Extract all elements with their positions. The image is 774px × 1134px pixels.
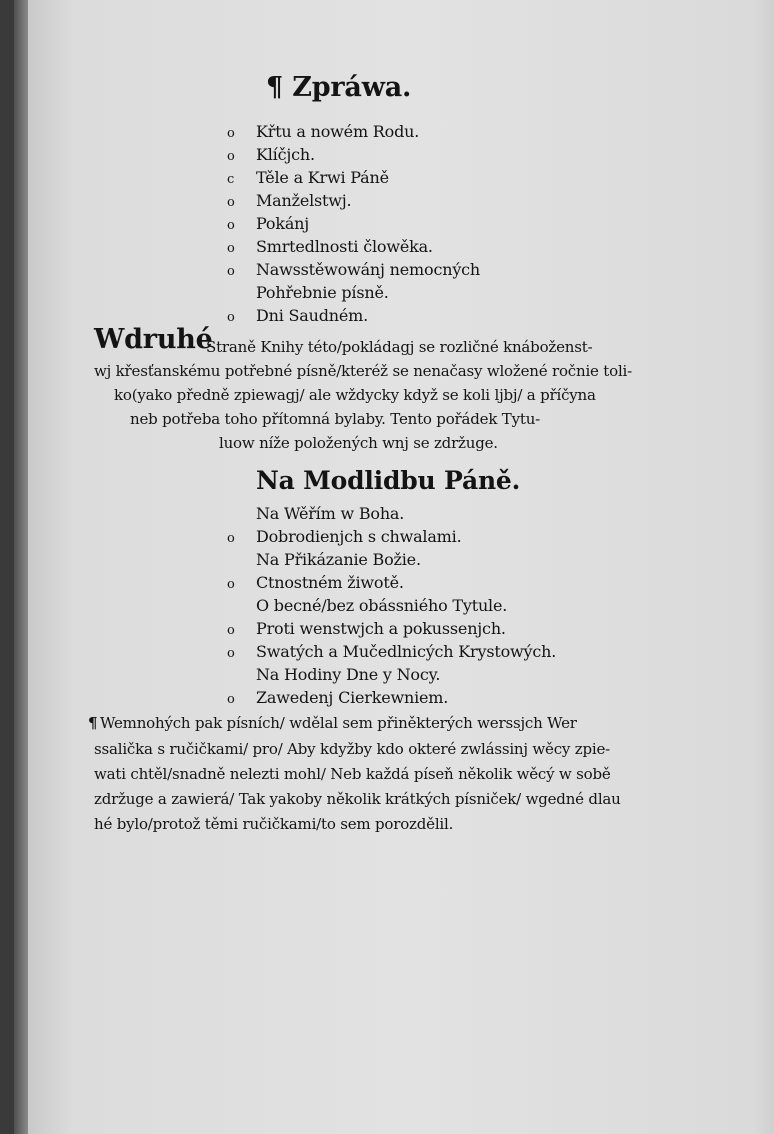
list-item: Pokánj xyxy=(256,214,310,233)
bullet: o xyxy=(227,218,235,233)
list-item: Na Wěřím w Boha. xyxy=(256,504,405,523)
section1-title xyxy=(266,72,411,103)
pilcrow-icon: ¶ xyxy=(88,714,98,732)
book-page xyxy=(14,0,774,1134)
drop-word: Wdruhé xyxy=(94,324,213,355)
bullet: o xyxy=(227,646,235,661)
list-item: Klíčjch. xyxy=(256,145,315,164)
list-item: Pohřebnie písně. xyxy=(256,283,389,302)
bullet: c xyxy=(227,172,235,187)
list-item: Křtu a nowém Rodu. xyxy=(256,122,420,141)
book-spine xyxy=(14,0,28,1134)
list-item: Nawsstěwowánj nemocných xyxy=(256,260,481,279)
list-item: Na Hodiny Dne y Nocy. xyxy=(256,665,441,684)
bullet: o xyxy=(227,310,235,325)
bullet: o xyxy=(227,195,235,210)
list-item: Proti wenstwjch a pokussenjch. xyxy=(256,619,506,638)
bullet: o xyxy=(227,577,235,592)
paragraph-line: Straně Knihy této/pokládagj se rozličné knáboženst- xyxy=(206,338,593,356)
list-item: Dni Saudném. xyxy=(256,306,369,325)
paragraph-line: zdržuge a zawierá/ Tak yakoby několik krátkých písniček/ wgedné dlau xyxy=(94,790,621,808)
paragraph-line: neb potřeba toho přítomná bylaby. Tento pořádek Tytu- xyxy=(130,410,541,428)
list-item: Swatých a Mučedlnicých Krystowých. xyxy=(256,642,557,661)
list-item: Těle a Krwi Páně xyxy=(256,168,389,187)
list-item: Manželstwj. xyxy=(256,191,352,210)
list-item: Na Přikázanie Božie. xyxy=(256,550,421,569)
bullet: o xyxy=(227,531,235,546)
bullet: o xyxy=(227,692,235,707)
bullet: o xyxy=(227,264,235,279)
bullet: o xyxy=(227,149,235,164)
paragraph-line: ssalička s ručičkami/ pro/ Aby kdyžby kdo okteré zwlássinj wěcy zpie- xyxy=(94,740,611,758)
pilcrow-icon: ¶ xyxy=(266,72,283,103)
list-item: Dobrodienjch s chwalami. xyxy=(256,527,462,546)
paragraph-line: wj křesťanskému potřebné písně/kteréž se nenačasy wložené ročnie toli- xyxy=(94,362,633,380)
bullet: o xyxy=(227,126,235,141)
paragraph-line: ko(yako předně zpiewagj/ ale wždycky když se koli ljbj/ a příčyna xyxy=(114,386,596,404)
list-item: Ctnostném žiwotě. xyxy=(256,573,404,592)
list-item: O becné/bez obássniého Tytule. xyxy=(256,596,508,615)
paragraph-line: wati chtěl/snadně nelezti mohl/ Neb každá píseň několik wěcý w sobě xyxy=(94,765,611,783)
list-item: Smrtedlnosti člowěka. xyxy=(256,237,433,256)
section1-title-text: Zpráwa. xyxy=(292,72,412,103)
list-item: Zawedenj Cierkewniem. xyxy=(256,688,449,707)
paragraph-line: hé bylo/protož těmi ručičkami/to sem porozdělil. xyxy=(94,815,454,833)
bullet: o xyxy=(227,623,235,638)
section2-title: Na Modlidbu Páně. xyxy=(256,466,521,495)
bullet: o xyxy=(227,241,235,256)
paragraph-line: Wemnohých pak písních/ wdělal sem přiněkterých werssjch Wer xyxy=(100,714,577,732)
paragraph-line: luow níže položených wnj se zdržuge. xyxy=(219,434,498,452)
